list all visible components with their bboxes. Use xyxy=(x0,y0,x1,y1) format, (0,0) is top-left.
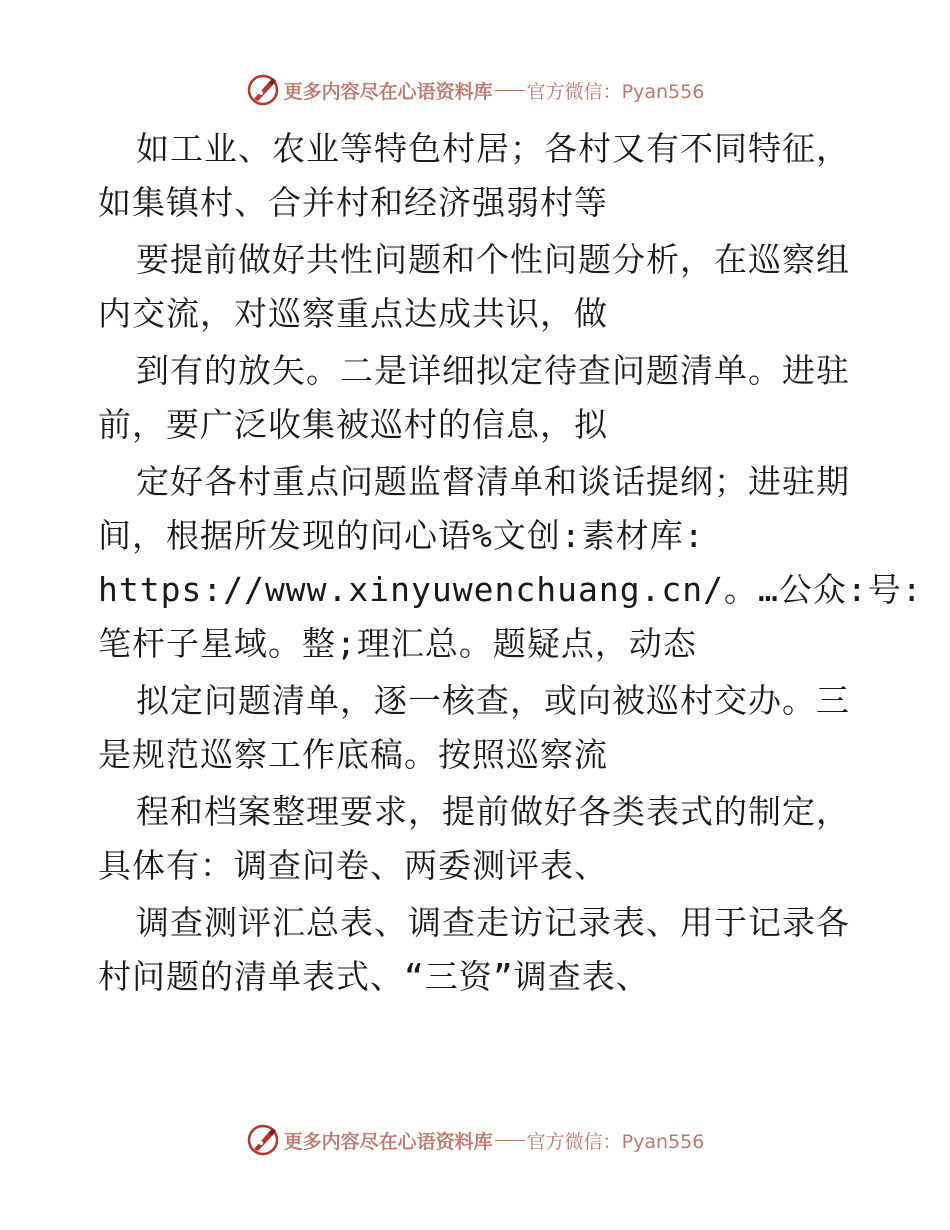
paragraph-7 xyxy=(98,896,858,1004)
text-line: 间，根据所发现的问心语%文创:素材库: xyxy=(98,516,705,555)
text-line: 要提前做好共性问题和个性问题分析，在巡察组 xyxy=(136,240,850,279)
text-line: 定好各村重点问题监督清单和谈话提纲；进驻期 xyxy=(136,462,850,501)
text-line: 拟定问题清单，逐一核查，或向被巡村交办。三 xyxy=(136,681,850,720)
text-line: 前，要广泛收集被巡村的信息，拟 xyxy=(98,405,608,444)
paragraph-2 xyxy=(98,233,858,341)
header-brand-text: 更多内容尽在心语资料库 xyxy=(283,80,493,103)
paragraph-5 xyxy=(98,674,858,782)
text-line: 笔杆子星域。整;理汇总。题疑点，动态 xyxy=(98,624,697,663)
header-banner xyxy=(0,70,950,110)
paragraph-3 xyxy=(98,344,858,452)
header-official-text: 官方微信：Pyan556 xyxy=(526,80,705,103)
text-line: 村问题的清单表式、“三资”调查表、 xyxy=(98,957,650,996)
text-line: 到有的放矢。二是详细拟定待查问题清单。进驻 xyxy=(136,351,850,390)
text-line: 内交流，对巡察重点达成共识，做 xyxy=(98,294,608,333)
footer-dash xyxy=(495,1140,525,1141)
paragraph-4 xyxy=(98,455,923,671)
text-line: 程和档案整理要求，提前做好各类表式的制定， xyxy=(136,792,850,831)
text-line: 是规范巡察工作底稿。按照巡察流 xyxy=(98,735,608,774)
pen-logo-icon xyxy=(246,1123,280,1157)
header-dash xyxy=(495,90,525,91)
footer-banner xyxy=(0,1120,950,1160)
text-line: 如集镇村、合并村和经济强弱村等 xyxy=(98,183,608,222)
text-line: 具体有：调查问卷、两委测评表、 xyxy=(98,846,608,885)
pen-logo-icon xyxy=(246,73,280,107)
footer-brand-text: 更多内容尽在心语资料库 xyxy=(283,1130,493,1153)
text-line: 如工业、农业等特色村居；各村又有不同特征， xyxy=(136,129,850,168)
document-body xyxy=(98,122,923,1007)
text-line: 调查测评汇总表、调查走访记录表、用于记录各 xyxy=(136,903,850,942)
footer-official-text: 官方微信：Pyan556 xyxy=(526,1130,705,1153)
paragraph-6 xyxy=(98,785,858,893)
url-text-line: https://www.xinyuwenchuang.cn/。…公众:号: xyxy=(98,570,923,609)
paragraph-1 xyxy=(98,122,858,230)
